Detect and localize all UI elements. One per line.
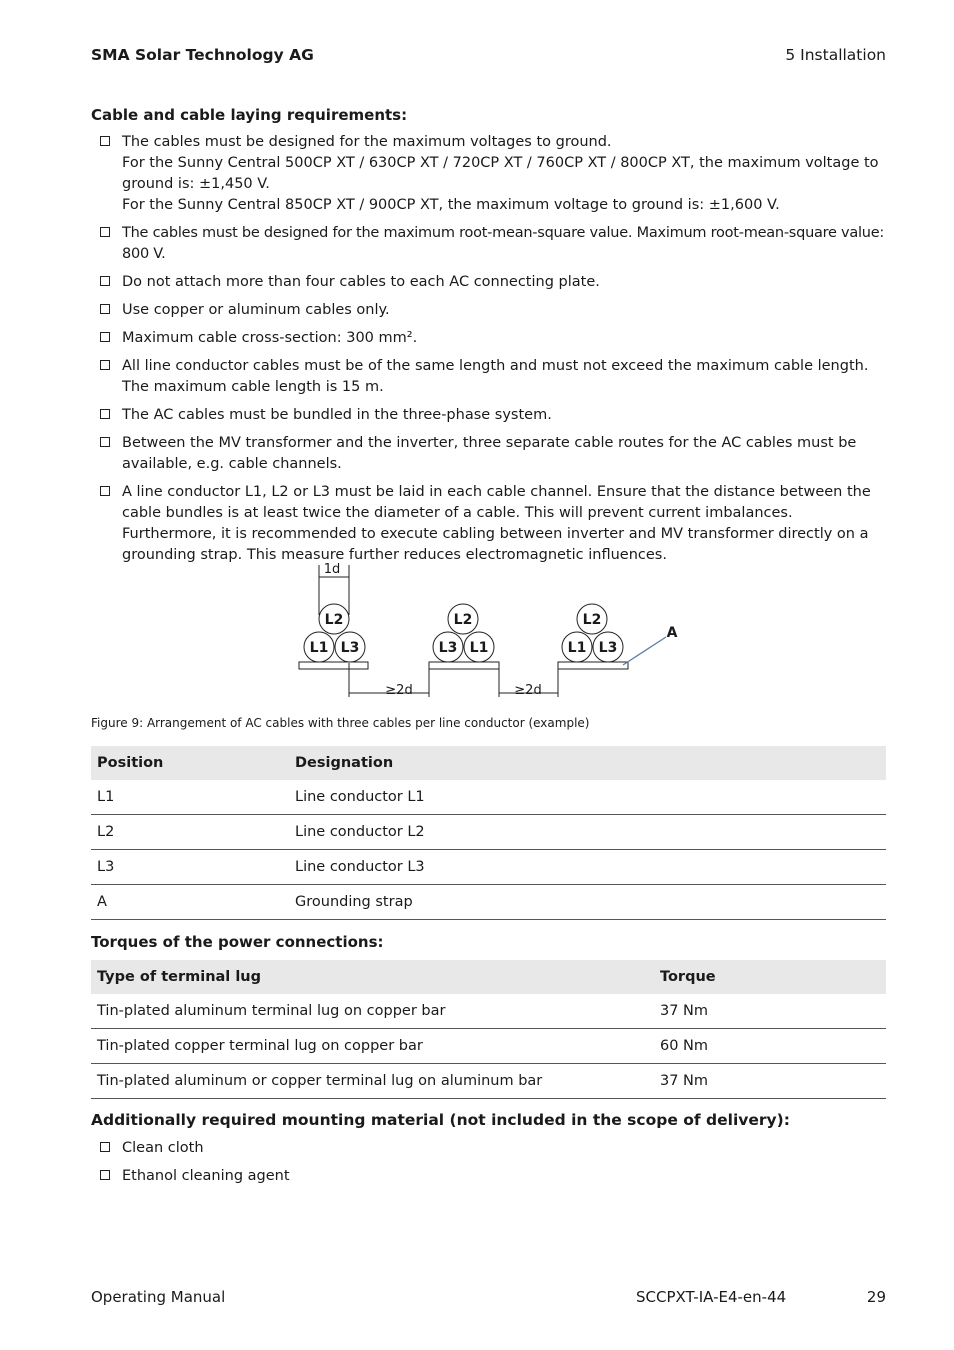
table-header-row [91,746,886,780]
dim-2d-a: ≥2d [385,683,413,698]
table-row: A Grounding strap [91,885,886,920]
bundle-3-top: L2 [582,612,602,628]
position-table [91,746,886,920]
dim-2d-b: ≥2d [514,683,542,698]
col-terminal-lug: Type of terminal lug [91,960,654,994]
list-item: All line conductor cables must be of the same length and must not exceed the maximum cable length. The maximum cable length is 15 m. [100,356,890,398]
figure-caption: Figure 9: Arrangement of AC cables with three cables per line conductor (example) [91,716,590,730]
list-item: The cables must be designed for the maximum root-mean-square value. Maximum root-mean-square value: 800 V. [100,223,890,265]
table-row: Tin-plated copper terminal lug on copper bar 60 Nm [91,1029,886,1064]
col-torque: Torque [654,960,886,994]
bundle-2-left: L3 [438,640,458,656]
torques-title: Torques of the power connections: [91,933,384,951]
cable-arrangement-figure [290,555,710,705]
mounting-title: Additionally required mounting material (not included in the scope of delivery): [91,1111,790,1129]
bundle-2-top: L2 [453,612,473,628]
bundle-3-left: L1 [567,640,587,656]
torques-table [91,960,886,1099]
cable-requirements-title: Cable and cable laying requirements: [91,106,408,124]
list-item: Do not attach more than four cables to each AC connecting plate. [100,272,890,293]
list-item: Use copper or aluminum cables only. [100,300,890,321]
bundle-1-top: L2 [324,612,344,628]
table-row: L3 Line conductor L3 [91,850,886,885]
list-item: Maximum cable cross-section: 300 mm². [100,328,890,349]
bundle-1-left: L1 [309,640,329,656]
dim-1d: 1d [323,562,341,577]
cable-requirements-list [100,132,890,566]
table-header-row [91,960,886,994]
list-item: The AC cables must be bundled in the three-phase system. [100,405,890,426]
list-item: Between the MV transformer and the inverter, three separate cable routes for the AC cables must be available, e.g. cable channels. [100,433,890,475]
checkbox-icon [100,409,110,419]
footer-doc-id: SCCPXT-IA-E4-en-44 [636,1288,787,1306]
checkbox-icon [100,1170,110,1180]
mounting-list [100,1138,890,1187]
table-row: L2 Line conductor L2 [91,815,886,850]
table-row: Tin-plated aluminum terminal lug on copper bar 37 Nm [91,994,886,1029]
checkbox-icon [100,437,110,447]
checkbox-icon [100,276,110,286]
list-item: The cables must be designed for the maximum voltages to ground. For the Sunny Central 500CP XT / 630CP XT / 720CP XT / 760CP XT / 800CP XT, the maximum voltage to ground is: ±1,450 V. For the Sunny Central 850CP XT / 900CP XT, the maximum voltage to ground is: ±1,600 V. [100,132,890,216]
footer-manual: Operating Manual [91,1288,226,1306]
bundle-2-right: L1 [469,640,489,656]
list-item: Clean cloth [100,1138,890,1159]
table-row: L1 Line conductor L1 [91,780,886,815]
page-number: 29 [866,1288,886,1306]
checkbox-icon [100,227,110,237]
list-item: A line conductor L1, L2 or L3 must be laid in each cable channel. Ensure that the distance between the cable bundles is at least twice the diameter of a cable. This will prevent current imbalances. Furthermore, it is recommended to execute cabling between inverter and MV transformer directly on a grounding strap. This measure further reduces electromagnetic influences. [100,482,890,566]
checkbox-icon [100,360,110,370]
table-row: Tin-plated aluminum or copper terminal lug on aluminum bar 37 Nm [91,1064,886,1099]
checkbox-icon [100,136,110,146]
bundle-3-right: L3 [598,640,618,656]
header-company: SMA Solar Technology AG [91,46,314,64]
checkbox-icon [100,486,110,496]
header-chapter: 5 Installation [785,46,886,64]
checkbox-icon [100,1142,110,1152]
bundle-1-right: L3 [340,640,360,656]
checkbox-icon [100,304,110,314]
list-item: Ethanol cleaning agent [100,1166,890,1187]
checkbox-icon [100,332,110,342]
label-a: A [666,625,678,641]
leader-line [623,637,666,665]
col-designation: Designation [289,746,886,780]
col-position: Position [91,746,289,780]
